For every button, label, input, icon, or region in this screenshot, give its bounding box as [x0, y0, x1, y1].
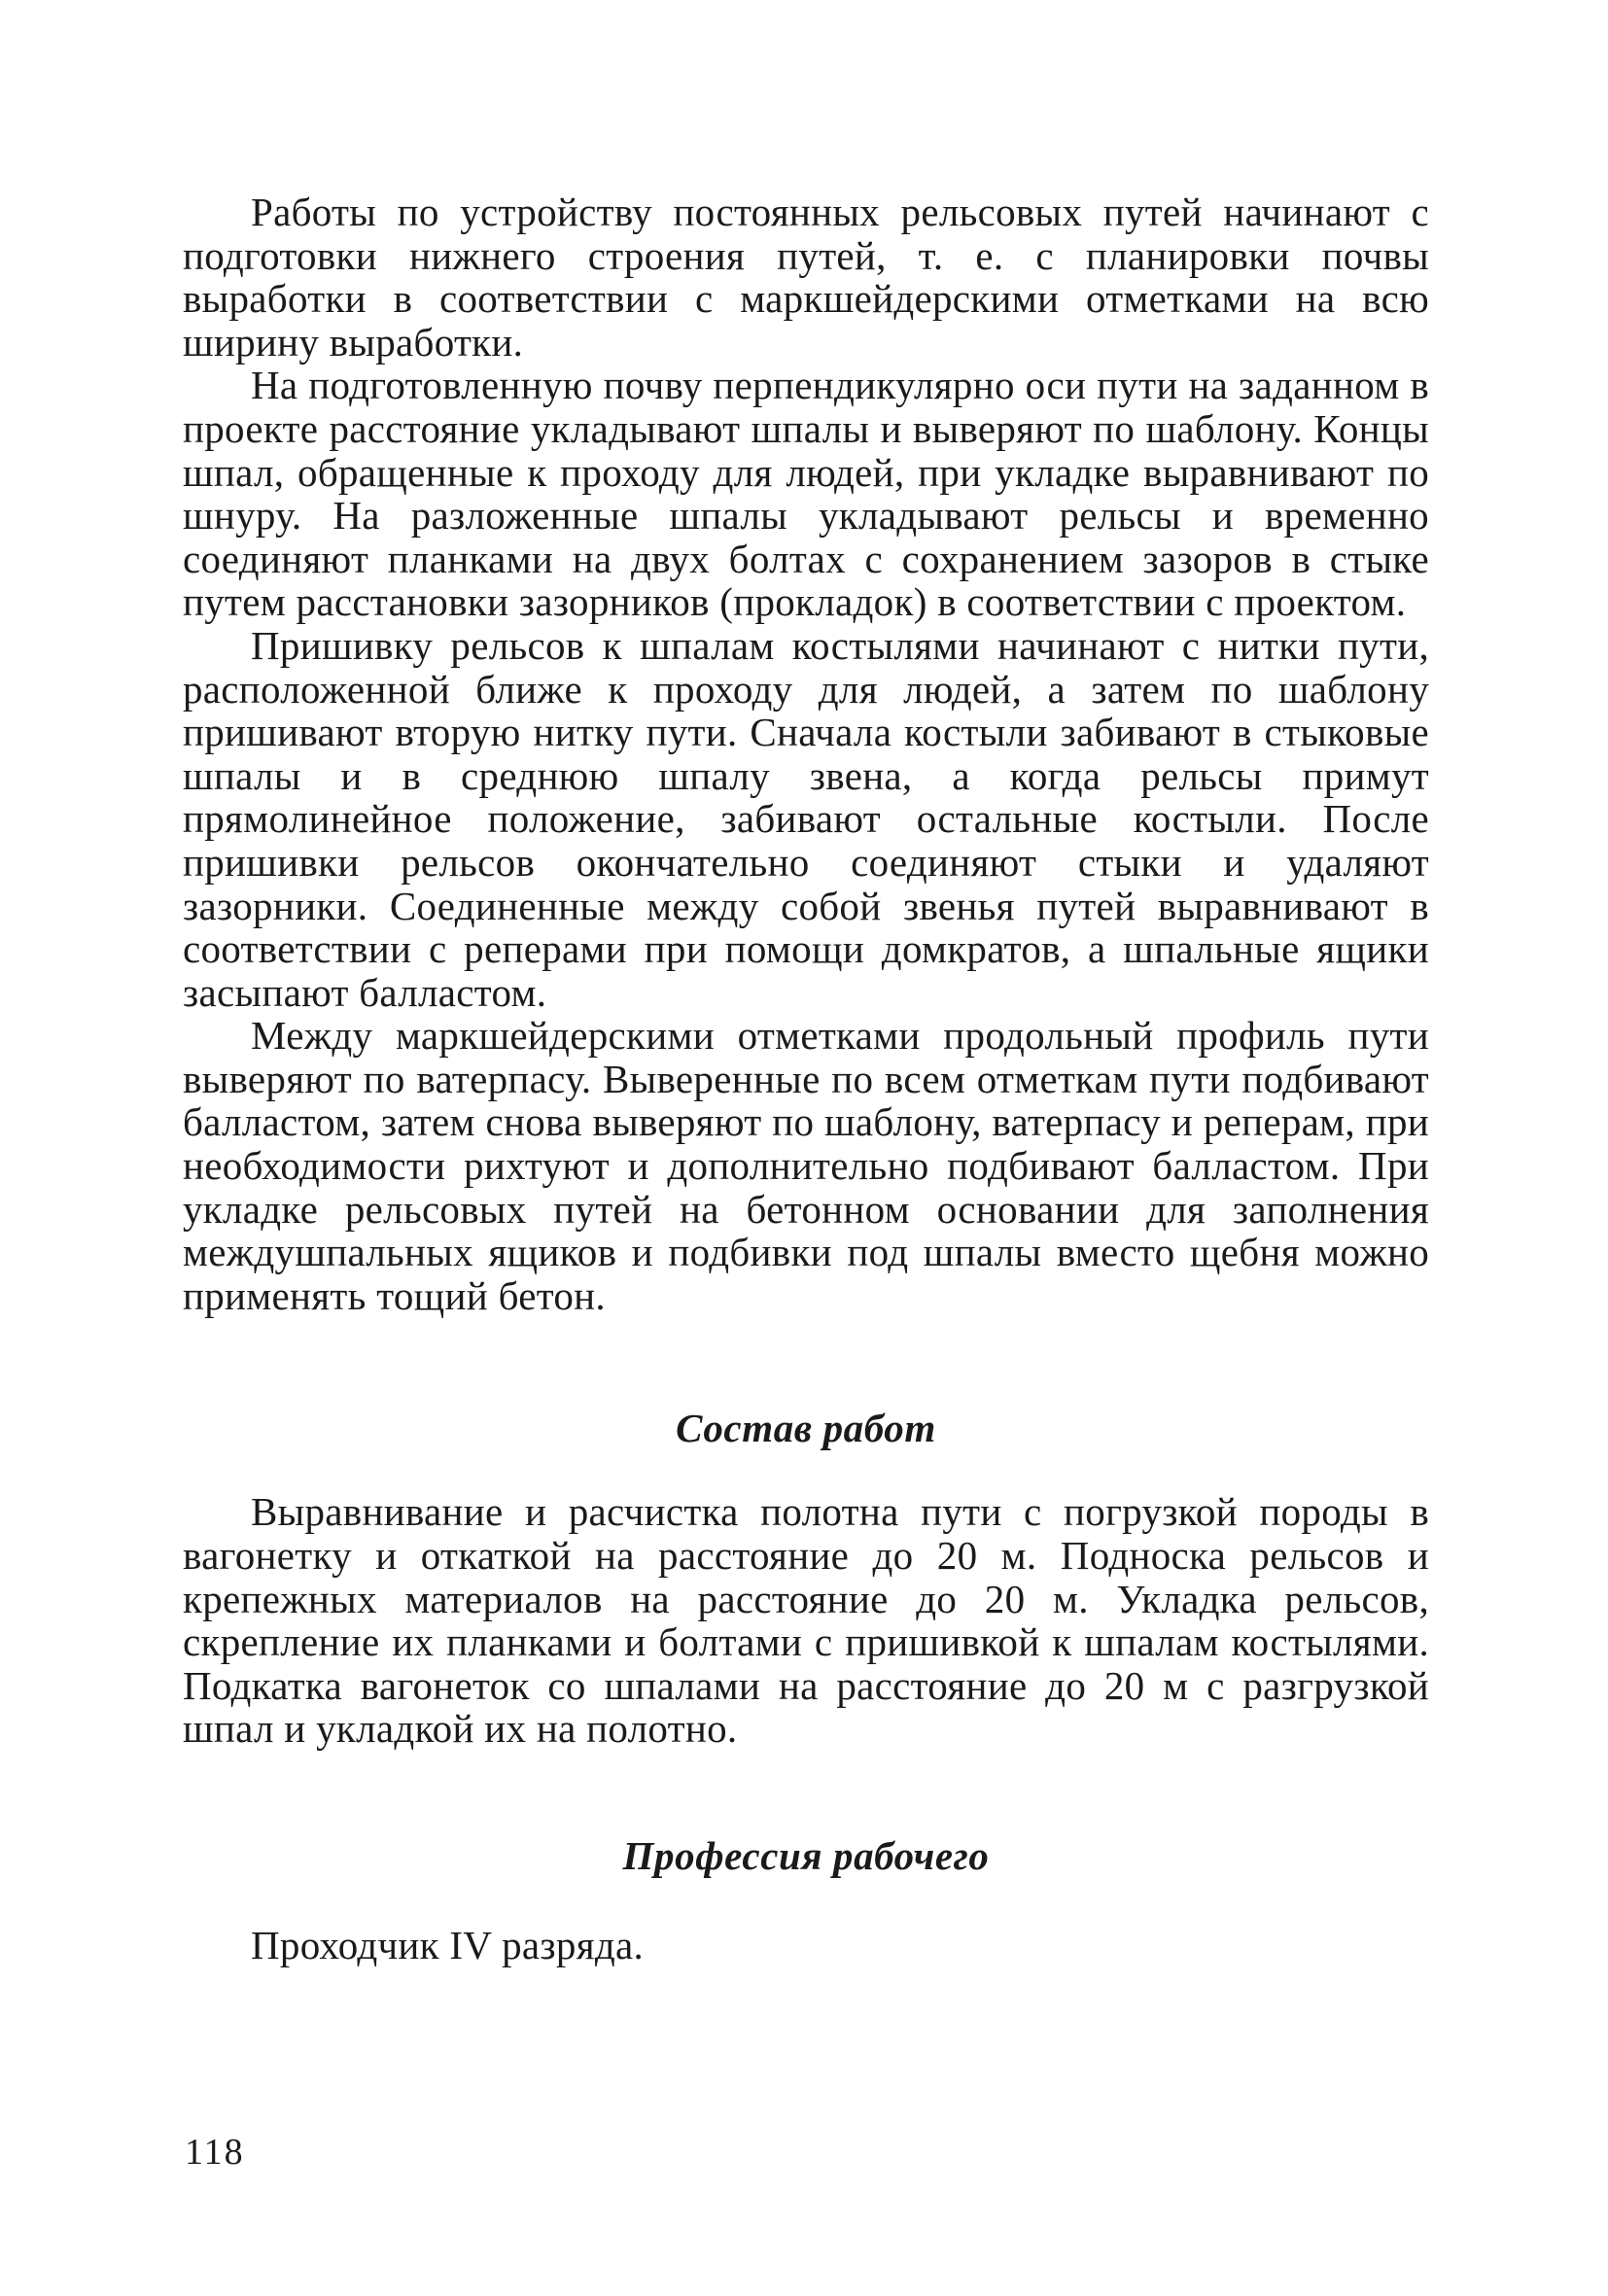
- paragraph-profile-leveling: Между маркшейдерскими отметками продольный профиль пути выверяют по ватерпасу. Выверенные по всем отметкам пути подбивают балластом, затем снова выверяют по шаблону, ватерпасу и реперам, при необходимости рихтуют и дополнительно подбивают балластом. При укладке рельсовых путей на бетонном основании для заполнения междушпальных ящиков и подбивки под шпалы вместо щебня можно применять тощий бетон.: [183, 1013, 1429, 1318]
- paragraph-sleeper-laying: На подготовленную почву перпендикулярно оси пути на заданном в проекте расстояние укладывают шпалы и выверяют по шаблону. Концы шпал, обращенные к проходу для людей, при укладке выравнивают по шнуру. На разложенные шпалы укладывают рельсы и временно соединяют планками на двух болтах с сохранением зазоров в стыке путем расстановки зазорников (прокладок) в соответствии с проектом.: [183, 363, 1429, 625]
- section-heading-worker-profession: Профессия рабочего: [622, 1833, 990, 1878]
- paragraph-rail-spiking: Пришивку рельсов к шпалам костылями начинают с нитки пути, расположенной ближе к проходу для людей, а затем по шаблону пришивают вторую нитку пути. Сначала костыли забивают в стыковые шпалы и в среднюю шпалу звена, а когда рельсы примут прямолинейное положение, забивают остальные костыли. После пришивки рельсов окончательно соединяют стыки и удаляют зазорники. Соединенные между собой звенья путей выравнивают в соответствии с реперами при помощи домкратов, а шпальные ящики засыпают балластом.: [183, 622, 1429, 1015]
- page-number: 118: [185, 2132, 245, 2173]
- body-text: [183, 191, 1429, 1967]
- section-heading-work-composition: Состав работ: [676, 1406, 936, 1451]
- paragraph-worker-profession: Проходчик IV разряда.: [251, 1923, 645, 1967]
- paragraph-track-preparation: Работы по устройству постоянных рельсовых путей начинают с подготовки нижнего строения путей, т. е. с планировки почвы выработки в соответствии с маркшейдерскими отметками на всю ширину выработки.: [183, 190, 1429, 365]
- paragraph-work-composition: Выравнивание и расчистка полотна пути с погрузкой породы в вагонетку и откаткой на расстояние до 20 м. Поднoска рельсов и крепежных материалов на расстояние до 20 м. Укладка рельсов, скрепление их планками и болтами с пришивкой к шпалам костылями. Подкатка вагонеток со шпалами на расстояние до 20 м с разгрузкой шпал и укладкой их на полотно.: [183, 1489, 1429, 1752]
